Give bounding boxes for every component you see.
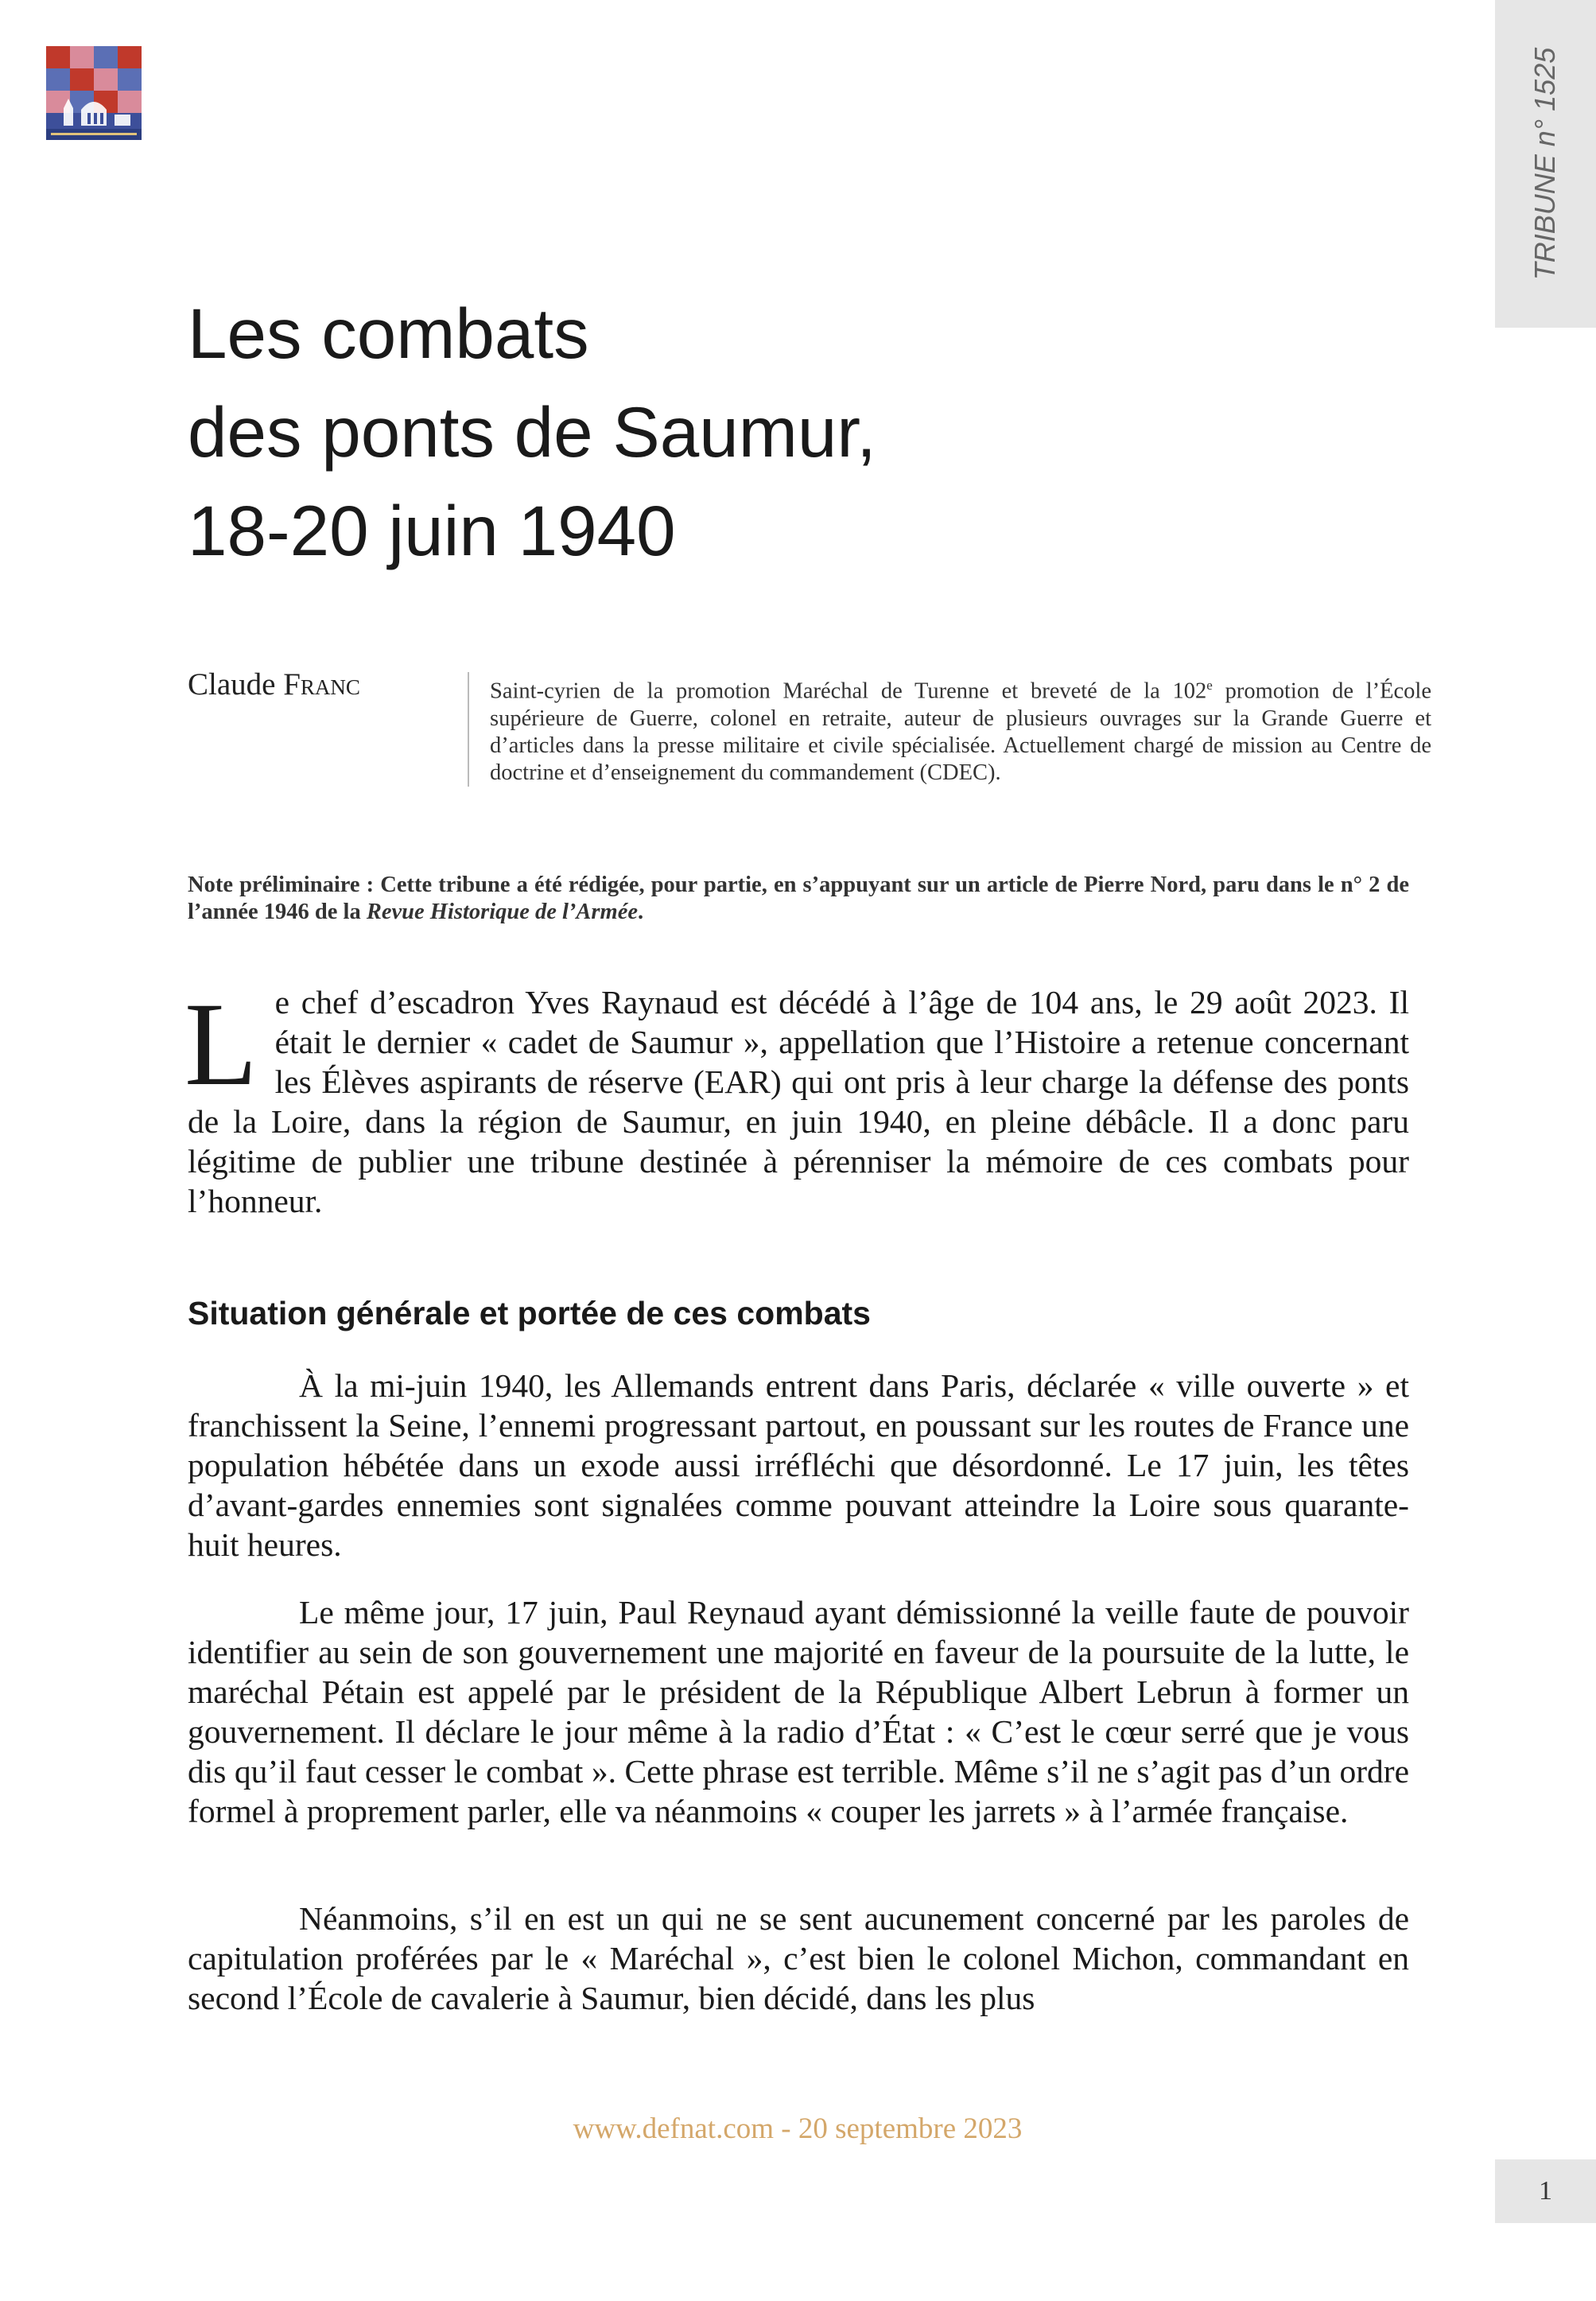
title-line: Les combats: [188, 293, 589, 373]
note-end: .: [638, 900, 644, 924]
tribune-number: TRIBUNE n° 1525: [1528, 47, 1561, 281]
page-title: [188, 284, 1380, 580]
author-first-name: Claude: [188, 667, 276, 702]
section-heading: Situation générale et portée de ces combats: [188, 1295, 871, 1331]
body-paragraph: Le même jour, 17 juin, Paul Reynaud ayant démissionné la veille faute de pouvoir identifier au sein de son gouvernement une majorité en faveur de la poursuite de la lutte, le maréchal Pétain est appelé par le président de la République Albert Lebrun à former un gouvernement. Il déclare le jour même à la radio d’État : « C’est le cœur serré que je vous dis qu’il faut cesser le combat ». Cette phrase est terrible. Même s’il ne s’agit pas d’un ordre formel à proprement parler, elle va néanmoins « couper les jarrets » à l’armée française.: [188, 1594, 1409, 1829]
bio-text-continued: promotion de l’École supérieure de Guerre, colonel en retraite, auteur de plusieurs ouvrages sur la Grande Guerre et d’articles dans la presse militaire et civile spécialisée. Actuellement chargé de mission au Centre de doctrine et d’enseignement du commandement (CDEC).: [490, 678, 1431, 785]
author-name: [188, 667, 360, 702]
body-paragraph: Néanmoins, s’il en est un qui ne se sent aucunement concerné par les paroles de capitulation proférées par le « Maréchal », c’est bien le colonel Michon, commandant en second l’École de cavalerie à Saumur, bien décidé, dans les plus: [188, 1900, 1409, 2016]
footer-link[interactable]: www.defnat.com - 20 septembre 2023: [573, 2112, 1023, 2145]
page-number: 1: [1495, 2159, 1596, 2223]
bio-superscript: e: [1206, 678, 1213, 693]
intro-paragraph: [184, 978, 1409, 1221]
author-bio: [468, 672, 1431, 787]
title-line: 18-20 juin 1940: [188, 491, 676, 570]
title-line: des ponts de Saumur,: [188, 392, 876, 472]
note-journal: Revue Historique de l’Armée: [366, 900, 638, 924]
bio-text: Saint-cyrien de la promotion Maréchal de Turenne et breveté de la 102: [490, 678, 1207, 704]
side-tab: [1495, 0, 1596, 328]
body-paragraph: À la mi-juin 1940, les Allemands entrent dans Paris, déclarée « ville ouverte » et franchissent la Seine, l’ennemi progressant partout, en poussant sur les routes de France une population hébétée dans un exode aussi irréfléchi que désordonné. Le 17 juin, les têtes d’avant-gardes ennemies sont signalées comme pouvant atteindre la Loire sous quarante-huit heures.: [188, 1367, 1409, 1563]
defnat-logo-icon: [46, 46, 142, 140]
note-text: Note préliminaire : Cette tribune a été rédigée, pour partie, en s’appuyant sur un article de Pierre Nord, paru dans le n° 2 de l’année 1946 de la: [188, 873, 1409, 924]
preliminary-note: [188, 872, 1409, 926]
author-last-name: Franc: [283, 667, 360, 702]
drop-cap: L: [184, 978, 258, 1110]
intro-text: e chef d’escadron Yves Raynaud est décédé à l’âge de 104 ans, le 29 août 2023. Il était le dernier « cadet de Saumur », appellation que l’Histoire a retenue concernant les Élèves aspirants de réserve (EAR) qui ont pris à leur charge la défense des ponts de la Loire, dans la région de Saumur, en juin 1940, en pleine débâcle. Il a donc paru légitime de publier une tribune destinée à pérenniser la mémoire de ces combats pour l’honneur.: [188, 984, 1409, 1219]
logo: [46, 46, 142, 140]
